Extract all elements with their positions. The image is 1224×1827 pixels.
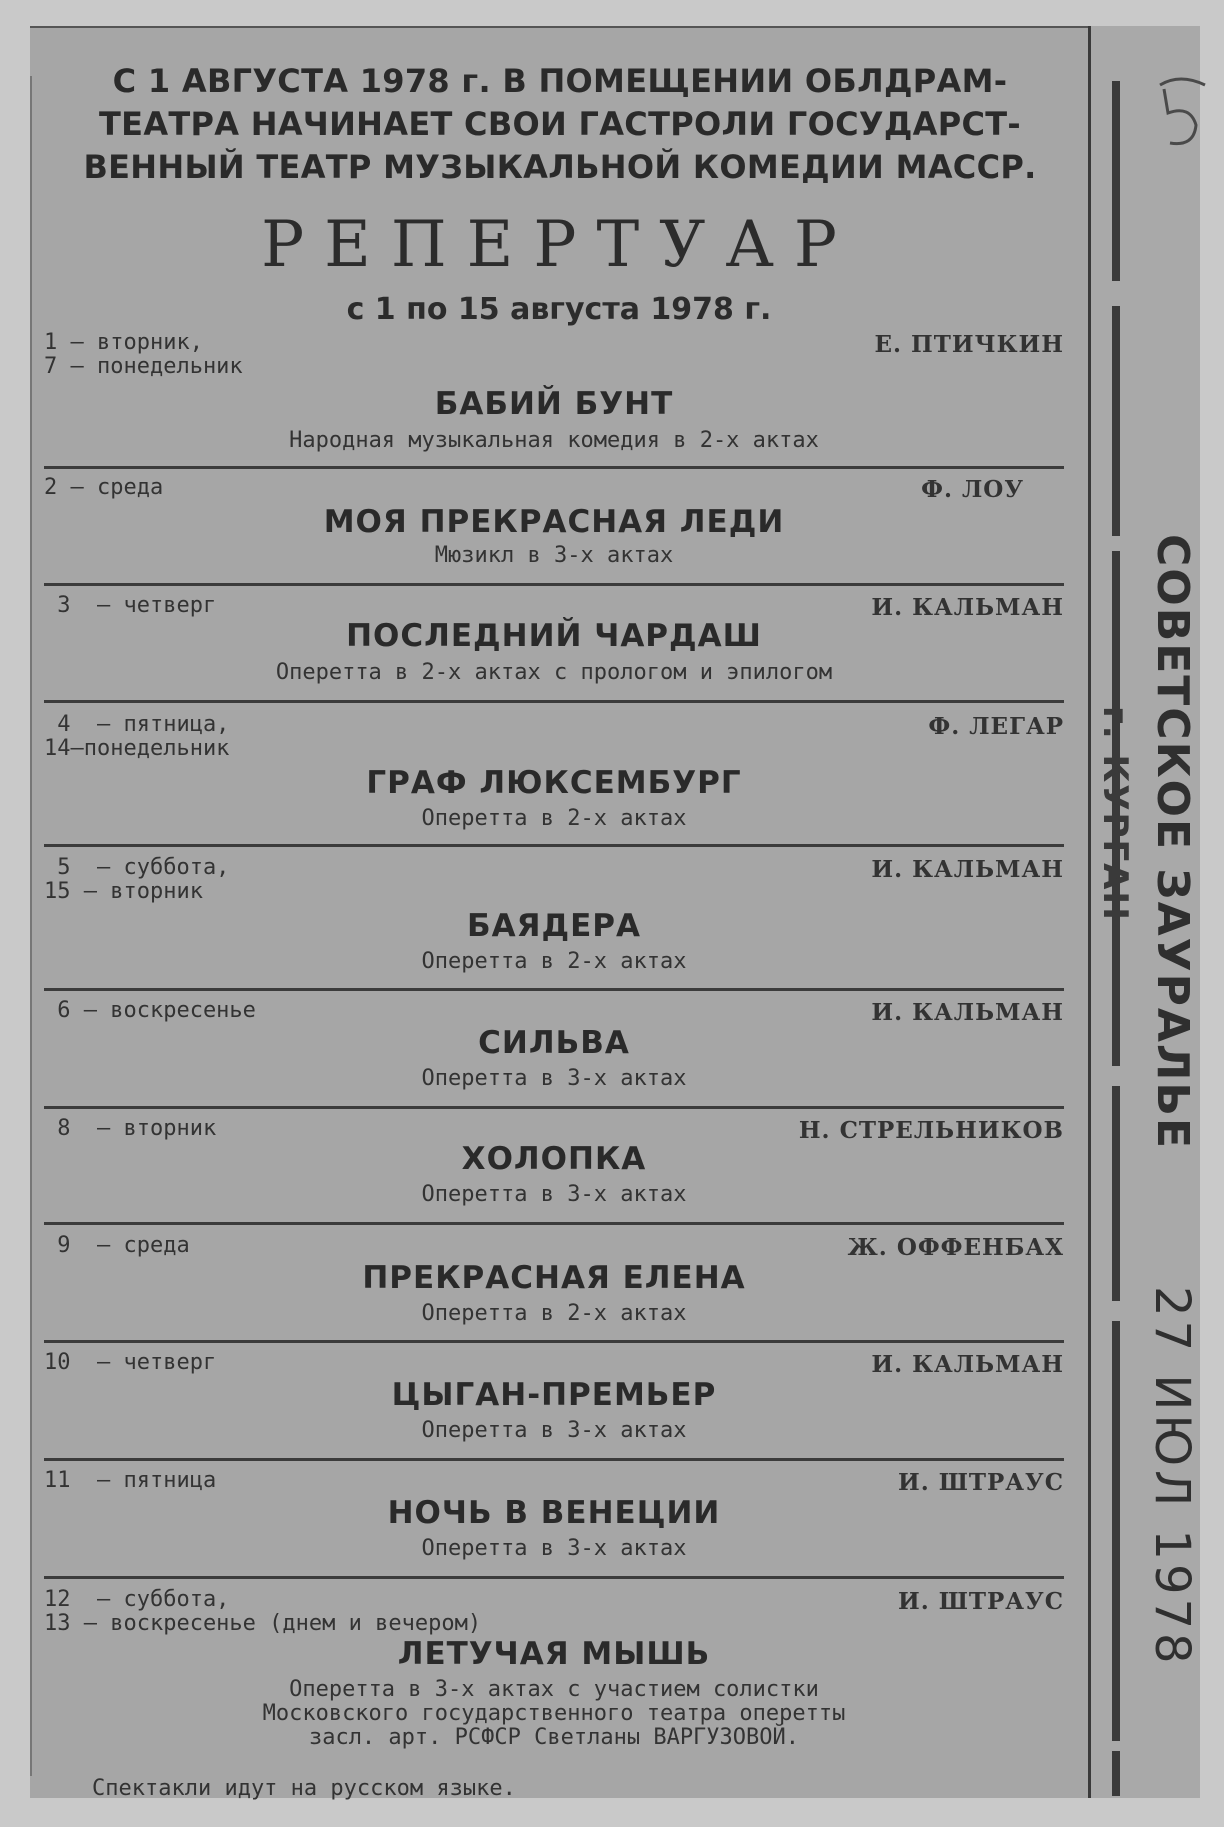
divider <box>44 988 1064 991</box>
entry-play-title: ЛЕТУЧАЯ МЫШЬ <box>397 1636 711 1672</box>
entry-dates: 10 — четверг <box>44 1350 217 1375</box>
divider <box>44 1340 1064 1343</box>
entry-dates: 2 — среда <box>44 475 164 500</box>
entry-genre: Оперетта в 2-х актах <box>421 806 687 831</box>
newspaper-clipping <box>30 26 1091 1801</box>
language-note: Спектакли идут на русском языке. <box>92 1776 516 1801</box>
margin-line <box>1112 1321 1120 1741</box>
entry-genre: Оперетта в 3-х актах <box>421 1182 687 1207</box>
intro-announcement <box>50 60 1070 189</box>
divider <box>44 1106 1064 1109</box>
repertoire-dates: с 1 по 15 августа 1978 г. <box>346 292 772 327</box>
entry-composer: И. КАЛЬМАН <box>871 594 1064 621</box>
entry-play-title: СИЛЬВА <box>478 1025 630 1061</box>
entry-genre: Оперетта в 2-х актах <box>421 949 687 974</box>
intro-text: С 1 АВГУСТА 1978 г. В ПОМЕЩЕНИИ ОБЛДРАМ- ТЕАТРА НАЧИНАЕТ СВОИ ГАСТРОЛИ ГОСУДАРСТ- ВЕННЫЙ ТЕАТР МУЗЫКАЛЬНОЙ КОМЕДИИ МАССР. <box>83 62 1037 186</box>
entry-genre: Оперетта в 3-х актах <box>421 1418 687 1443</box>
entry-genre: Оперетта в 2-х актах <box>421 1301 687 1326</box>
entry-composer: Е. ПТИЧКИН <box>874 331 1064 358</box>
entry-dates: 12 — суббота, 13 — воскресенье (днем и вечером) <box>44 1587 482 1636</box>
entry-dates: 3 — четверг <box>44 593 217 618</box>
left-rule <box>30 76 32 1776</box>
entry-dates: 5 — суббота, 15 — вторник <box>44 855 230 904</box>
entry-dates: 8 — вторник <box>44 1116 217 1141</box>
entry-dates: 1 — вторник, 7 — понедельник <box>44 330 243 379</box>
entry-play-title: ГРАФ ЛЮКСЕМБУРГ <box>366 765 742 801</box>
entry-genre: Народная музыкальная комедия в 2-х актах <box>289 428 819 453</box>
margin-line <box>1112 306 1120 536</box>
entry-play-title: ХОЛОПКА <box>461 1141 647 1177</box>
divider <box>44 583 1064 586</box>
newspaper-sheet <box>30 26 1200 1801</box>
entry-genre: Оперетта в 3-х актах <box>421 1536 687 1561</box>
entry-genre: Мюзикл в 3-х актах <box>434 543 674 568</box>
entry-dates: 6 — воскресенье <box>44 998 256 1023</box>
divider <box>44 1458 1064 1461</box>
entry-dates: 9 — среда <box>44 1233 190 1258</box>
entry-genre: Оперетта в 3-х актах с участием солистки Московского государственного театра оперетты засл. арт. РСФСР Светланы ВАРГУЗОВОЙ. <box>262 1677 846 1750</box>
entry-composer: И. КАЛЬМАН <box>871 856 1064 883</box>
entry-play-title: НОЧЬ В ВЕНЕЦИИ <box>387 1495 721 1531</box>
stamp-city: г. КУРГАН <box>1095 706 1135 922</box>
entry-play-title: ПРЕКРАСНАЯ ЕЛЕНА <box>362 1260 746 1296</box>
entry-composer: Ж. ОФФЕНБАХ <box>847 1234 1064 1261</box>
entry-composer: И. ШТРАУС <box>897 1469 1064 1496</box>
stamp-date: 27 ИЮЛ 1978 <box>1144 1286 1200 1668</box>
entry-dates: 4 — пятница, 14—понедельник <box>44 712 230 761</box>
entry-genre: Оперетта в 3-х актах <box>421 1066 687 1091</box>
margin-line <box>1112 81 1120 281</box>
entry-composer: И. ШТРАУС <box>897 1588 1064 1615</box>
entry-composer: Ф. ЛОУ <box>921 476 1024 503</box>
entry-play-title: ЦЫГАН-ПРЕМЬЕР <box>391 1377 717 1413</box>
entry-play-title: МОЯ ПРЕКРАСНАЯ ЛЕДИ <box>323 504 785 540</box>
divider <box>44 1222 1064 1225</box>
top-rule <box>30 26 1088 28</box>
entry-composer: И. КАЛЬМАН <box>871 1351 1064 1378</box>
stamp-newspaper-name: СОВЕТСКОЕ ЗАУРАЛЬЕ <box>1147 534 1198 1151</box>
entry-play-title: БАЯДЕРА <box>467 908 641 944</box>
repertoire-title: РЕПЕРТУАР <box>261 208 857 282</box>
divider <box>44 844 1064 847</box>
entry-dates: 11 — пятница <box>44 1468 217 1493</box>
entry-genre: Оперетта в 2-х актах с прологом и эпилогом <box>275 660 833 685</box>
divider <box>44 466 1064 469</box>
entry-composer: Н. СТРЕЛЬНИКОВ <box>798 1117 1064 1144</box>
margin-line <box>1112 1751 1120 1796</box>
entry-play-title: ПОСЛЕДНИЙ ЧАРДАШ <box>346 618 762 654</box>
entry-play-title: БАБИЙ БУНТ <box>434 386 674 422</box>
pencil-mark <box>1150 75 1220 155</box>
entry-composer: Ф. ЛЕГАР <box>928 713 1064 740</box>
divider <box>44 1576 1064 1579</box>
divider <box>44 700 1064 703</box>
margin-line <box>1112 1086 1120 1301</box>
entry-composer: И. КАЛЬМАН <box>871 999 1064 1026</box>
